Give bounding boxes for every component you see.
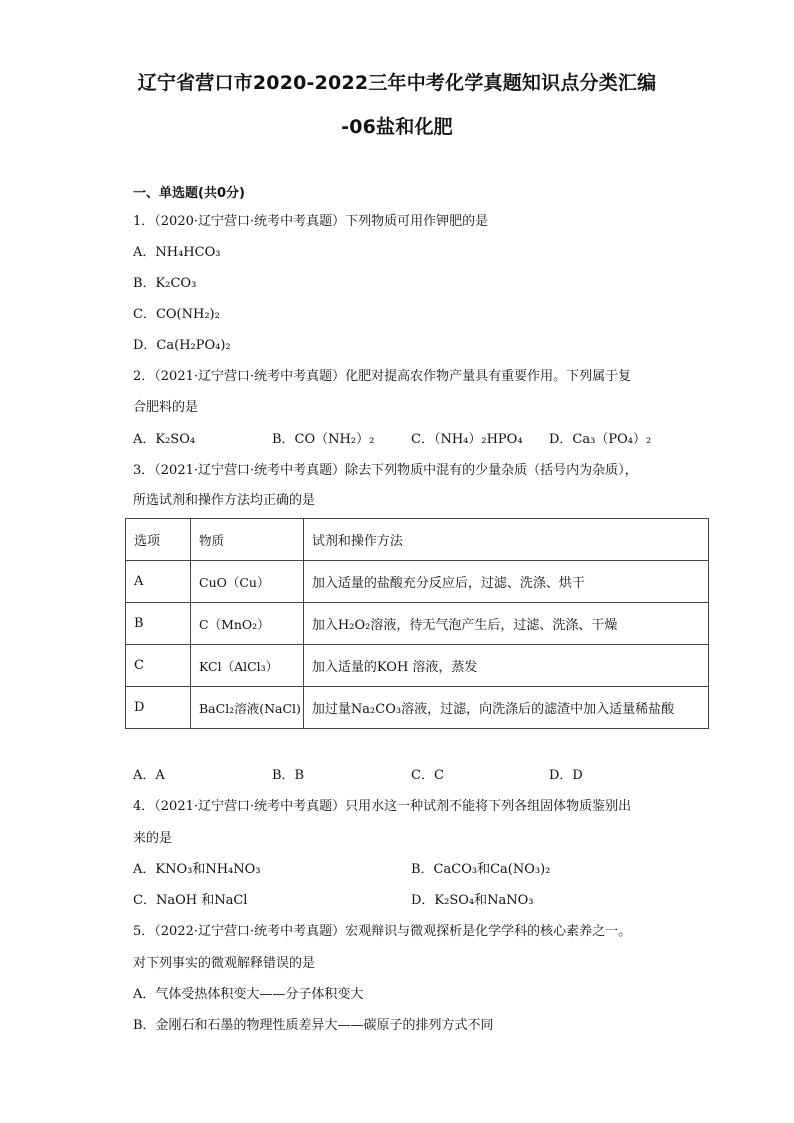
q4-stem-line-1: 4．（2021·辽宁营口·统考中考真题）只用水这一种试剂不能将下列各组固体物质鉴别出 — [133, 799, 632, 814]
table-cell-substance: CuO（Cu） — [191, 561, 304, 603]
section-heading: 一、单选题(共0分) — [133, 186, 245, 201]
q2-option-b: B．CO（NH₂）₂ — [272, 432, 375, 447]
document-title-line-2: -06盐和化肥 — [341, 116, 453, 138]
q4-option-a: A．KNO₃和NH₄NO₃ — [133, 862, 261, 877]
table-cell-method: 加入适量的盐酸充分反应后，过滤、洗涤、烘干 — [303, 561, 708, 603]
q3-stem-line-2: 所选试剂和操作方法均正确的是 — [133, 493, 316, 508]
q5-option-b: B．金刚石和石墨的物理性质差异大——碳原子的排列方式不同 — [133, 1018, 494, 1033]
table-cell-substance: KCl（AlCl₃） — [191, 645, 304, 687]
q2-option-d: D．Ca₃（PO₄）₂ — [549, 432, 652, 447]
table-cell-option: C — [126, 645, 191, 687]
table-cell-substance: C（MnO₂） — [191, 603, 304, 645]
q4-option-d: D．K₂SO₄和NaNO₃ — [411, 893, 534, 908]
q5-option-a: A．气体受热体积变大——分子体积变大 — [133, 987, 364, 1002]
q3-options-table — [125, 518, 709, 729]
q1-option-b: B．K₂CO₃ — [133, 276, 197, 291]
table-cell-option: A — [126, 561, 191, 603]
q1-stem: 1．（2020·辽宁营口·统考中考真题）下列物质可用作钾肥的是 — [133, 214, 489, 229]
table-row — [126, 645, 709, 687]
table-header-row — [126, 519, 709, 561]
table-row — [126, 687, 709, 729]
table-header-cell: 物质 — [191, 519, 304, 561]
q5-stem-line-2: 对下列事实的微观解释错误的是 — [133, 956, 316, 971]
q2-option-a: A．K₂SO₄ — [133, 432, 196, 447]
q2-stem-line-1: 2．（2021·辽宁营口·统考中考真题）化肥对提高农作物产量具有重要作用。下列属于复 — [133, 369, 632, 384]
q3-stem-line-1: 3．（2021·辽宁营口·统考中考真题）除去下列物质中混有的少量杂质（括号内为杂质）， — [133, 463, 638, 478]
q1-option-c: C．CO(NH₂)₂ — [133, 307, 220, 322]
q4-option-c: C．NaOH 和NaCl — [133, 893, 248, 908]
table-cell-method: 加入适量的KOH 溶液，蒸发 — [303, 645, 708, 687]
q2-stem-line-2: 合肥料的是 — [133, 400, 199, 415]
q3-option-a: A．A — [133, 768, 165, 783]
q4-option-b: B．CaCO₃和Ca(NO₃)₂ — [411, 862, 551, 877]
table-cell-option: D — [126, 687, 191, 729]
q2-option-c: C．（NH₄）₂HPO₄ — [411, 432, 523, 447]
q4-stem-line-2: 来的是 — [133, 831, 173, 846]
table-cell-method: 加入H₂O₂溶液，待无气泡产生后，过滤、洗涤、干燥 — [303, 603, 708, 645]
document-title-line-1: 辽宁省营口市2020-2022三年中考化学真题知识点分类汇编 — [137, 72, 657, 94]
table-header-cell: 试剂和操作方法 — [303, 519, 708, 561]
q3-option-b: B．B — [272, 768, 305, 783]
table-cell-substance: BaCl₂溶液(NaCl) — [191, 687, 304, 729]
table-row — [126, 561, 709, 603]
q3-option-d: D．D — [549, 768, 583, 783]
table-cell-method: 加过量Na₂CO₃溶液，过滤，向洗涤后的滤渣中加入适量稀盐酸 — [303, 687, 708, 729]
q1-option-d: D．Ca(H₂PO₄)₂ — [133, 338, 231, 353]
table-header-cell: 选项 — [126, 519, 191, 561]
q5-stem-line-1: 5．（2022·辽宁营口·统考中考真题）宏观辩识与微观探析是化学学科的核心素养之一。 — [133, 924, 632, 939]
q3-option-c: C．C — [411, 768, 444, 783]
q1-option-a: A．NH₄HCO₃ — [133, 245, 221, 260]
table-cell-option: B — [126, 603, 191, 645]
table-row — [126, 603, 709, 645]
